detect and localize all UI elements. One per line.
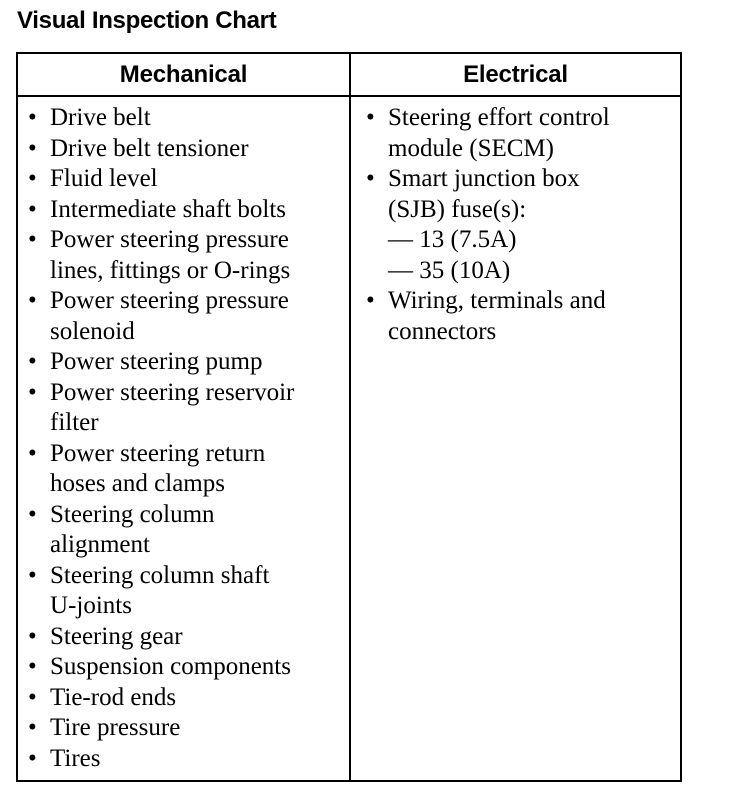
electrical-column-header: Electrical (463, 60, 568, 88)
item-text-line: Tie-rod ends (50, 683, 177, 711)
bullet-icon: • (366, 104, 375, 131)
bullet-icon: • (28, 195, 37, 223)
column-divider (349, 54, 351, 780)
list-item (26, 500, 344, 561)
bullet-icon: • (28, 378, 37, 406)
list-item (26, 225, 344, 286)
list-item (26, 744, 344, 775)
bullet-icon: • (28, 104, 37, 131)
item-text-line: lines, fittings or O-rings (50, 256, 291, 284)
mechanical-column-header: Mechanical (119, 60, 248, 88)
item-text-line: Power steering reservoir (50, 378, 295, 406)
list-item (26, 652, 344, 683)
list-item (26, 683, 344, 714)
item-text-line: Power steering pressure (50, 287, 289, 314)
item-text-line: Tires (50, 744, 101, 772)
list-item (26, 713, 344, 744)
item-text-line: solenoid (50, 317, 135, 345)
item-text-line: module (SECM) (388, 134, 554, 162)
bullet-icon: • (28, 287, 37, 314)
bullet-icon: • (366, 287, 375, 314)
bullet-icon: • (366, 165, 375, 192)
item-text-line: hoses and clamps (50, 470, 225, 497)
item-text-line: (SJB) fuse(s): (388, 195, 527, 223)
bullet-icon: • (28, 134, 37, 162)
bullet-icon: • (28, 683, 37, 711)
list-item (26, 561, 344, 622)
item-text-line: Wiring, terminals and (388, 287, 606, 314)
item-text-line: Steering effort control (388, 104, 610, 131)
bullet-icon: • (28, 226, 37, 253)
list-item (26, 286, 344, 347)
item-text-line: Intermediate shaft bolts (50, 195, 287, 223)
header-divider (18, 95, 680, 97)
list-item (26, 439, 344, 500)
mechanical-list (26, 103, 344, 774)
mechanical-column (26, 103, 344, 774)
list-item (26, 103, 344, 134)
item-text-line: Smart junction box (388, 165, 580, 192)
item-text-line: Steering column (50, 500, 215, 528)
list-item (364, 103, 676, 164)
bullet-icon: • (28, 500, 37, 528)
bullet-icon: • (28, 165, 37, 192)
list-item (26, 347, 344, 378)
item-text-line: alignment (50, 531, 150, 558)
bullet-icon: • (28, 439, 37, 467)
visual-inspection-table (16, 52, 682, 782)
list-item (364, 164, 676, 286)
item-text-line: Power steering return (50, 439, 266, 467)
electrical-column (364, 103, 676, 347)
bullet-icon: • (28, 714, 37, 741)
item-text-line: connectors (388, 317, 497, 345)
item-text-line: Tire pressure (50, 714, 181, 741)
item-text-line: Steering gear (50, 622, 183, 650)
item-text-line: Drive belt (50, 104, 151, 131)
item-text-line: Power steering pump (50, 348, 263, 375)
item-text-line: Fluid level (50, 165, 158, 192)
bullet-icon: • (28, 561, 37, 589)
bullet-icon: • (28, 622, 37, 650)
bullet-icon: • (28, 653, 37, 680)
item-text-line: U-joints (50, 592, 132, 619)
bullet-icon: • (28, 348, 37, 375)
list-item (26, 195, 344, 226)
list-item (26, 164, 344, 195)
page-title: Visual Inspection Chart (17, 7, 277, 34)
list-item (26, 622, 344, 653)
list-item (26, 378, 344, 439)
list-item (26, 134, 344, 165)
electrical-list (364, 103, 676, 347)
bullet-icon: • (28, 744, 37, 772)
list-item (364, 286, 676, 347)
item-text-line: filter (50, 409, 99, 436)
item-text-line: Drive belt tensioner (50, 134, 249, 162)
item-text-line: Steering column shaft (50, 561, 270, 589)
fuse-subitem: — 13 (7.5A) (388, 226, 517, 253)
fuse-subitem: — 35 (10A) (388, 256, 511, 284)
item-text-line: Suspension components (50, 653, 291, 680)
item-text-line: Power steering pressure (50, 226, 289, 253)
